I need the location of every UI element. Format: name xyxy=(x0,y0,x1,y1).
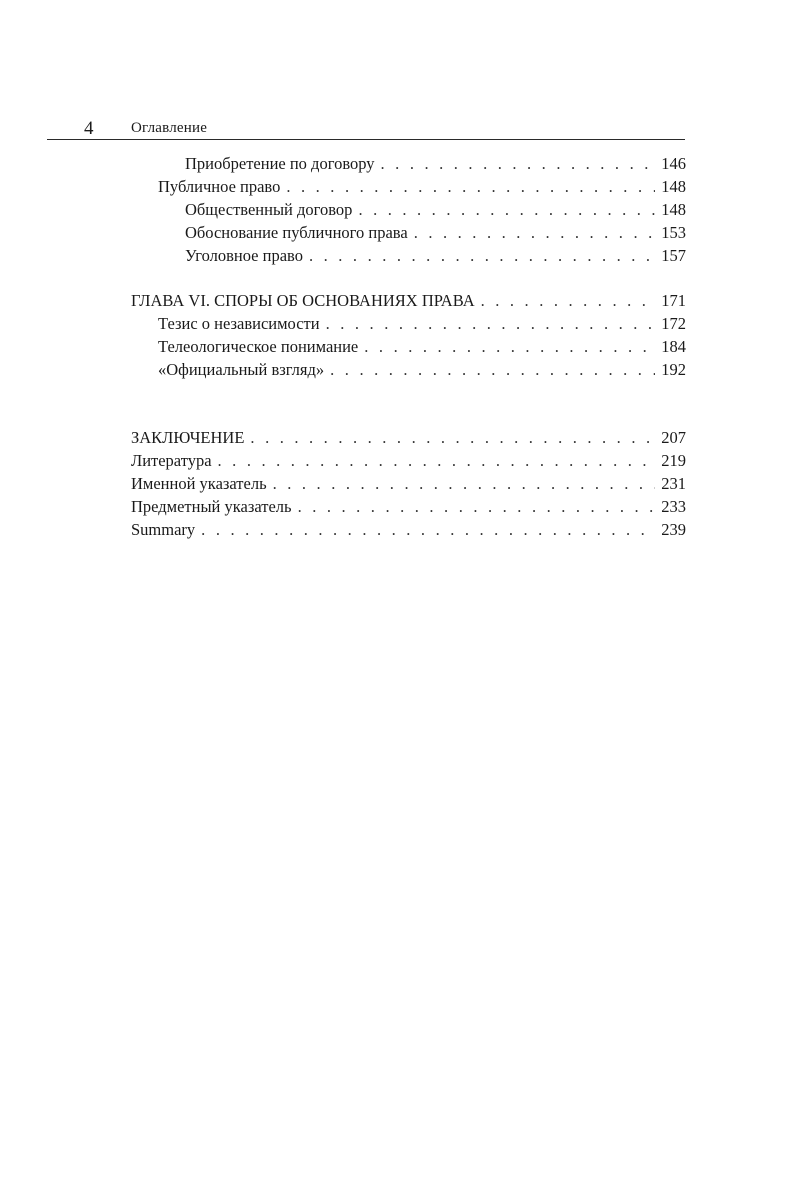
toc-entry[interactable] xyxy=(131,358,686,381)
toc-dot-leader xyxy=(381,152,656,175)
toc-dot-leader xyxy=(358,198,655,221)
toc-dot-leader xyxy=(273,472,656,495)
toc-entry-page: 153 xyxy=(661,223,686,242)
toc-entry-title: «Официальный взгляд» xyxy=(158,360,325,379)
toc-group-back-matter xyxy=(131,426,686,541)
toc-entry-title: ЗАКЛЮЧЕНИЕ xyxy=(131,428,245,447)
toc-entry[interactable] xyxy=(131,175,686,198)
toc-chapter-entry[interactable] xyxy=(131,289,686,312)
toc-dot-leader xyxy=(414,221,656,244)
toc-entry-page: 207 xyxy=(661,428,686,447)
toc-entry[interactable] xyxy=(131,518,686,541)
toc-entry-title: Предметный указатель xyxy=(131,497,292,516)
page-header xyxy=(84,116,686,140)
toc-entry[interactable] xyxy=(131,335,686,358)
toc-entry-page: 148 xyxy=(661,177,686,196)
toc-entry-title: Уголовное право xyxy=(185,246,303,265)
toc-dot-leader xyxy=(286,175,655,198)
toc-entry-page: 157 xyxy=(661,246,686,265)
toc-entry-page: 239 xyxy=(661,520,686,539)
toc-entry[interactable] xyxy=(131,495,686,518)
toc-entry-title: Тезис о независимости xyxy=(158,314,320,333)
toc-entry-title: Общественный договор xyxy=(185,200,353,219)
toc-dot-leader xyxy=(330,358,655,381)
toc-group-chapter-6 xyxy=(131,289,686,381)
toc-entry-title: ГЛАВА VI. СПОРЫ ОБ ОСНОВАНИЯХ ПРАВА xyxy=(131,291,475,310)
toc-dot-leader xyxy=(481,289,656,312)
toc-entry-page: 171 xyxy=(661,291,686,310)
toc-entry-page: 146 xyxy=(661,154,686,173)
toc-entry-title: Публичное право xyxy=(158,177,281,196)
toc-entry-page: 219 xyxy=(661,451,686,470)
toc-entry[interactable] xyxy=(131,472,686,495)
page-number: 4 xyxy=(84,118,94,139)
toc-entry[interactable] xyxy=(131,244,686,267)
running-head: Оглавление xyxy=(131,120,208,136)
toc-chapter-entry[interactable] xyxy=(131,426,686,449)
toc-entry-page: 192 xyxy=(661,360,686,379)
header-rule xyxy=(47,139,685,140)
toc-entry[interactable] xyxy=(131,312,686,335)
toc-dot-leader xyxy=(218,449,656,472)
toc-entry-title: Приобретение по договору xyxy=(185,154,375,173)
toc-entry-title: Литература xyxy=(131,451,212,470)
toc-entry-title: Именной указатель xyxy=(131,474,267,493)
toc-dot-leader xyxy=(298,495,656,518)
toc-entry-page: 172 xyxy=(661,314,686,333)
toc-entry[interactable] xyxy=(131,449,686,472)
toc-entry-title: Телеологическое понимание xyxy=(158,337,359,356)
toc-dot-leader xyxy=(309,244,655,267)
toc-dot-leader xyxy=(326,312,656,335)
table-of-contents xyxy=(131,152,686,541)
toc-group-chapter-continued xyxy=(131,152,686,267)
toc-entry[interactable] xyxy=(131,221,686,244)
toc-dot-leader xyxy=(364,335,655,358)
toc-entry-title: Обоснование публичного права xyxy=(185,223,408,242)
toc-dot-leader xyxy=(201,518,655,541)
toc-entry-page: 148 xyxy=(661,200,686,219)
toc-entry-page: 231 xyxy=(661,474,686,493)
toc-entry-page: 233 xyxy=(661,497,686,516)
toc-dot-leader xyxy=(250,426,655,449)
toc-entry[interactable] xyxy=(131,152,686,175)
toc-entry[interactable] xyxy=(131,198,686,221)
toc-entry-page: 184 xyxy=(661,337,686,356)
toc-entry-title: Summary xyxy=(131,520,196,539)
